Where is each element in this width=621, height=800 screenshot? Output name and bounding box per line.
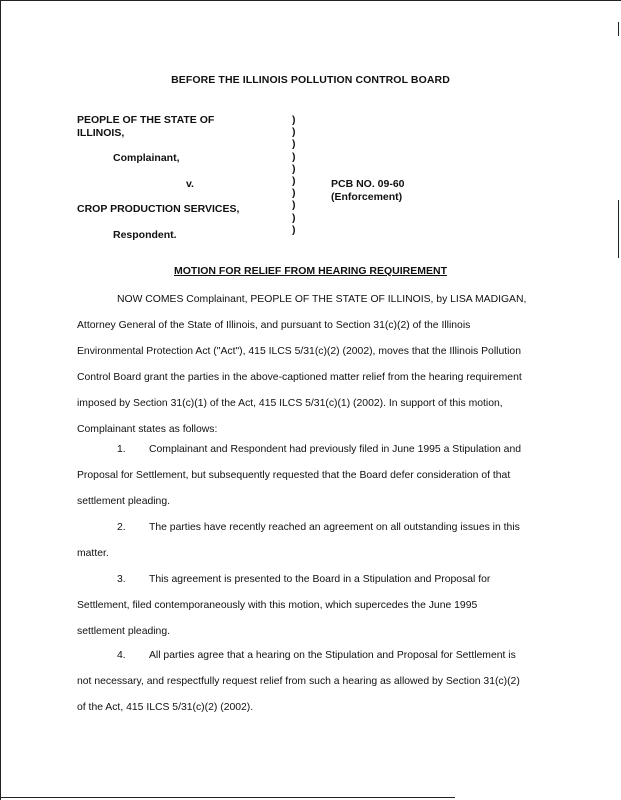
- caption-paren: ): [292, 150, 296, 163]
- paragraph-line: The parties have recently reached an agreement on all outstanding issues in this: [149, 522, 520, 533]
- intro-line: NOW COMES Complainant, PEOPLE OF THE STATE OF ILLINOIS, by LISA MADIGAN,: [117, 294, 527, 305]
- intro-line: Control Board grant the parties in the above-captioned matter relief from the hearing requirement: [77, 372, 522, 383]
- paragraph-number: 4.: [117, 650, 126, 661]
- page-border-left: [0, 0, 1, 800]
- board-title: BEFORE THE ILLINOIS POLLUTION CONTROL BOARD: [171, 74, 450, 86]
- paragraph-line: of the Act, 415 ILCS 5/31(c)(2) (2002).: [77, 702, 254, 713]
- numbered-paragraph: [77, 643, 550, 721]
- paragraph-number: 3.: [117, 574, 126, 585]
- caption-paren: ): [292, 114, 296, 126]
- paragraph-line: All parties agree that a hearing on the Stipulation and Proposal for Settlement is: [149, 650, 516, 661]
- intro-line: Attorney General of the State of Illinois, and pursuant to Section 31(c)(2) of the Illinois: [77, 320, 471, 331]
- caption-paren: ): [292, 199, 296, 212]
- scan-edge-mark: [618, 22, 619, 36]
- caption-paren: ): [292, 223, 296, 236]
- caption-parentheses: [292, 114, 296, 236]
- intro-line: imposed by Section 31(c)(1) of the Act, 415 ILCS 5/31(c)(1) (2002). In support of this motion,: [77, 398, 503, 409]
- caption-paren: ): [292, 175, 296, 188]
- paragraph-line: This agreement is presented to the Board in a Stipulation and Proposal for: [149, 574, 491, 585]
- versus-label: v.: [186, 178, 194, 190]
- intro-paragraph: [77, 287, 550, 443]
- numbered-paragraph: [77, 515, 550, 567]
- scan-edge-mark: [618, 200, 619, 258]
- caption-paren: ): [292, 211, 296, 224]
- complainant-name-line1: PEOPLE OF THE STATE OF: [77, 114, 215, 126]
- intro-line: Environmental Protection Act ("Act"), 415 ILCS 5/31(c)(2) (2002), moves that the Illinois Pollution: [77, 346, 521, 357]
- paragraph-line: not necessary, and respectfully request relief from such a hearing as allowed by Section 31(c)(2): [77, 676, 520, 687]
- paragraph-number: 2.: [117, 522, 126, 533]
- numbered-paragraph: [77, 567, 550, 645]
- paragraph-number: 1.: [117, 444, 126, 455]
- paragraph-line: matter.: [77, 548, 109, 559]
- caption-paren: ): [292, 138, 296, 151]
- caption-paren: ): [292, 187, 296, 200]
- paragraph-line: Settlement, filed contemporaneously with this motion, which supercedes the June 1995: [77, 600, 478, 611]
- respondent-name: CROP PRODUCTION SERVICES,: [77, 203, 240, 215]
- caption-paren: ): [292, 162, 296, 175]
- caption-paren: ): [292, 126, 296, 139]
- page-border-bottom: [0, 797, 455, 798]
- numbered-paragraph: [77, 437, 550, 515]
- case-number: PCB NO. 09-60: [331, 178, 405, 190]
- paragraph-line: settlement pleading.: [77, 626, 170, 637]
- intro-line: Complainant states as follows:: [77, 424, 218, 435]
- complainant-role: Complainant,: [113, 152, 180, 164]
- paragraph-line: Complainant and Respondent had previously filed in June 1995 a Stipulation and: [149, 444, 522, 455]
- complainant-name-line2: ILLINOIS,: [77, 127, 125, 139]
- motion-title: MOTION FOR RELIEF FROM HEARING REQUIREMENT: [174, 265, 447, 277]
- page-border-top: [0, 0, 621, 1]
- case-type: (Enforcement): [331, 191, 403, 203]
- respondent-role: Respondent.: [113, 229, 177, 241]
- paragraph-line: settlement pleading.: [77, 496, 170, 507]
- paragraph-line: Proposal for Settlement, but subsequently requested that the Board defer consideration of that: [77, 470, 511, 481]
